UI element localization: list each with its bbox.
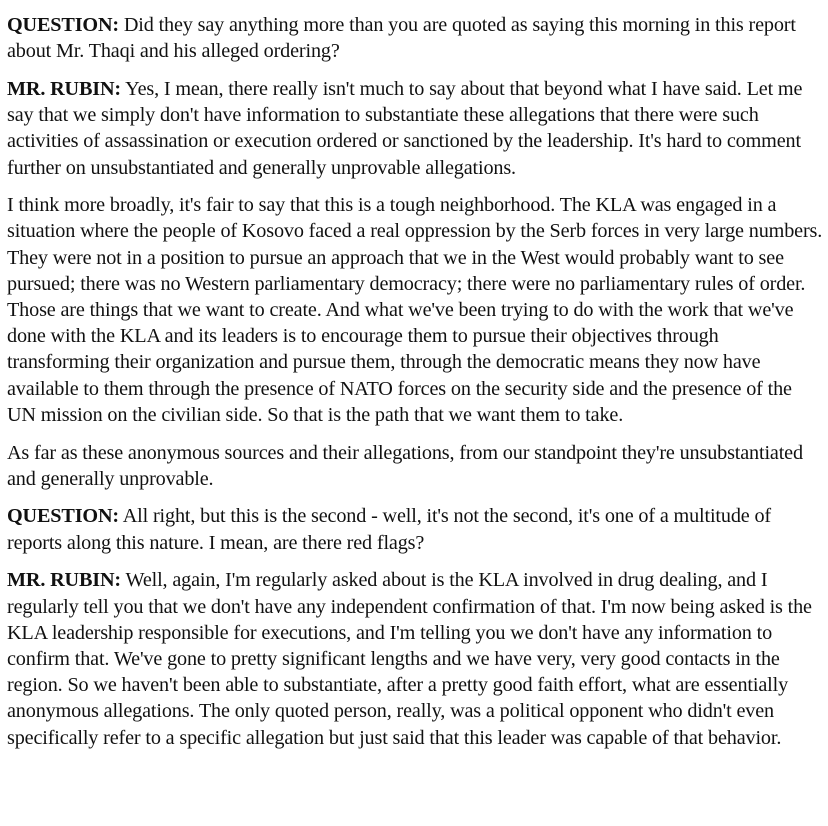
speaker-label: QUESTION: xyxy=(7,505,119,528)
speaker-label: MR. RUBIN: xyxy=(7,77,122,100)
paragraph-text: Yes, I mean, there really isn't much to say about that beyond what I have said. Let me say that we simply don't have information to substantiate these allegations that there were such activities of assassination or execution ordered or sanctioned by the leadership. It's hard to comment further on unsubstantiated and generally unprovable allegations. xyxy=(7,77,803,179)
speaker-label: MR. RUBIN: xyxy=(7,569,122,592)
speaker-label: QUESTION: xyxy=(7,14,119,36)
paragraph-text: Well, again, I'm regularly asked about is the KLA involved in drug dealing, and I regularly tell you that we don't have any independent confirmation of that. I'm now being asked is the KLA leadership responsible for executions, and I'm telling you we don't have any information to confirm that. We've gone to pretty significant lengths and we have very, very good contacts in the region. So we haven't been able to substantiate, after a pretty good faith effort, what are essentially anonymous allegations. The only quoted person, really, was a political opponent who didn't even specifically refer to a specific allegation but just said that this leader was capable of that behavior. xyxy=(7,569,812,749)
paragraph-text: All right, but this is the second - well, it's not the second, it's one of a multitude of reports along this nature. I mean, are there red flags? xyxy=(7,505,771,554)
transcript-paragraph-question-1 xyxy=(7,12,825,64)
transcript-paragraph-answer-1-conclusion xyxy=(7,440,825,492)
paragraph-text: Did they say anything more than you are quoted as saying this morning in this report about Mr. Thaqi and his alleged ordering? xyxy=(7,14,796,63)
paragraph-text: As far as these anonymous sources and their allegations, from our standpoint they're unsubstantiated and generally unprovable. xyxy=(7,441,803,490)
paragraph-text: I think more broadly, it's fair to say that this is a tough neighborhood. The KLA was engaged in a situation where the people of Kosovo faced a real oppression by the Serb forces in very large numbers. They were not in a position to pursue an approach that we in the West would probably want to see pursued; there was no Western parliamentary democracy; there were no parliamentary rules of order. Those are things that we want to create. And what we've been trying to do with the work that we've done with the KLA and its leaders is to encourage them to pursue their objectives through transforming their organization and pursue them, through the democratic means they now have available to them through the presence of NATO forces on the security side and the presence of the UN mission on the civilian side. So that is the path that we want them to take. xyxy=(7,194,823,426)
transcript-paragraph-answer-2 xyxy=(7,567,825,750)
transcript-paragraph-answer-1-continued xyxy=(7,192,825,428)
transcript-document xyxy=(7,12,825,762)
transcript-paragraph-question-2 xyxy=(7,503,825,555)
transcript-paragraph-answer-1 xyxy=(7,76,825,181)
